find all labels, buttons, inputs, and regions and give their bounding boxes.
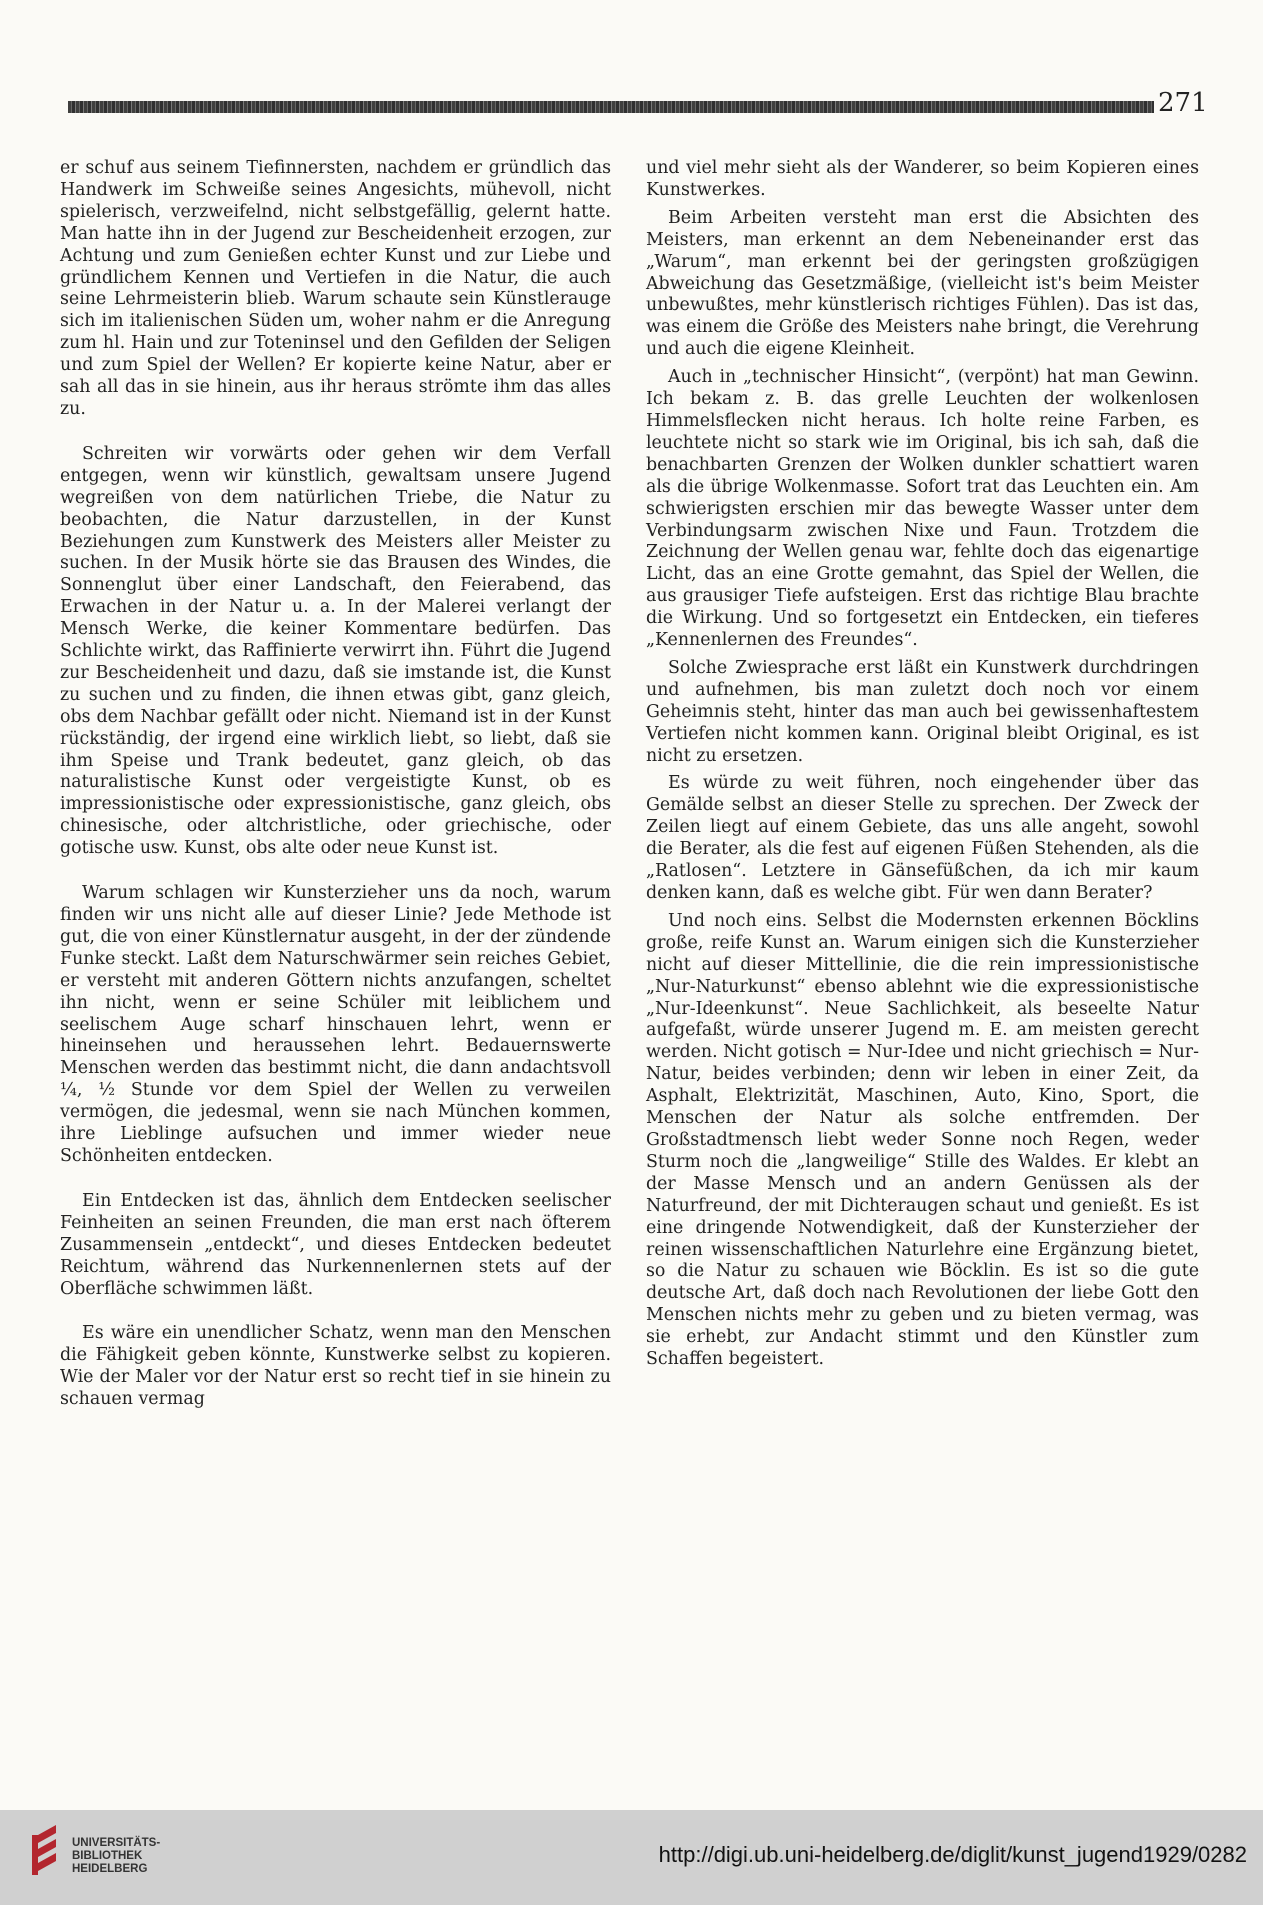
paragraph: Schreiten wir vorwärts oder gehen wir dem Verfall entgegen, wenn wir künstlich, gewaltsam unsere Jugend wegreißen von dem natürlichen Triebe, die Natur zu beobachten, die Natur darzustellen, in der Kunst Beziehungen zum Kunstwerk des Meisters aller Meister zu suchen. In der Musik hörte sie das Brausen des Windes, die Sonnenglut über einer Landschaft, den Feierabend, das Erwachen in der Natur u. a. In der Malerei verlangt der Mensch Werke, die keiner Kommentare bedürfen. Das Schlichte wirkt, das Raffinierte verwirrt ihn. Führt die Jugend zur Bescheidenheit und dazu, daß sie imstande ist, die Kunst zu suchen und zu finden, die ihnen etwas gibt, ganz gleich, obs dem Nachbar gefällt oder nicht. Niemand ist in der Kunst rückständig, der irgend eine wirklich liebt, so liebt, daß sie ihm Speise und Trank bedeutet, ganz gleich, ob das naturalistische Kunst oder vergeistigte Kunst, ob es impressionistische oder expressionistische, ganz gleich, obs chinesische, oder altchristliche, oder griechische, oder gotische usw. Kunst, obs alte oder neue Kunst ist. xyxy=(60,443,611,859)
paragraph: Warum schlagen wir Kunsterzieher uns da noch, warum finden wir uns nicht alle auf dieser Linie? Jede Methode ist gut, die von einer Künstlernatur ausgeht, in der der zündende Funke steckt. Laßt dem Naturschwärmer sein reiches Gebiet, er versteht mit anderen Göttern nichts anzufangen, scheltet ihn nicht, wenn er seine Schüler mit leiblichem und seelischem Auge scharf hinschauen lehrt, wenn er hineinsehen und heraussehen lehrt. Bedauernswerte Menschen werden das bestimmt nicht, die dann andachtsvoll ¼, ½ Stunde vor dem Spiel der Wellen zu verweilen vermögen, die jedesmal, wenn sie nach München kommen, ihre Lieblinge aufsuchen und immer wieder neue Schönheiten entdecken. xyxy=(60,883,611,1166)
paragraph: Und noch eins. Selbst die Modernsten erkennen Böcklins große, reife Kunst an. Warum einigen sich die Kunsterzieher nicht auf dieser Mittellinie, die die rein impressionistische „Nur-Naturkunst“ ebenso ablehnt wie die expressionistische „Nur-Ideenkunst“. Neue Sachlichkeit, als beseelte Natur aufgefaßt, würde unserer Jugend m. E. am meisten gerecht werden. Nicht gotisch = Nur-Idee und nicht griechisch = Nur-Natur, beides verbinden; denn wir leben in einer Zeit, da Asphalt, Elektrizität, Maschinen, Auto, Kino, Sport, die Menschen der Natur als solche entfremden. Der Großstadtmensch liebt weder Sonne noch Regen, weder Sturm noch die „langweilige“ Stille des Waldes. Er klebt an der Masse Mensch und an andern Genüssen als der Naturfreund, der mit Dichteraugen schaut und genießt. Es ist eine dringende Notwendigkeit, daß der Kunsterzieher der reinen wissenschaftlichen Naturlehre eine Ergänzung bietet, so die Natur zu schauen wie Böcklin. Es ist so die gute deutsche Art, daß doch nach Revolutionen der liebe Gott den Menschen nichts mehr zu geben und zu bieten vermag, was sie erhebt, zur Andacht stimmt und den Künstler zum Schaffen begeistert. xyxy=(646,910,1199,1370)
paragraph: und viel mehr sieht als der Wanderer, so beim Kopieren eines Kunstwerkes. xyxy=(646,158,1199,200)
left-column xyxy=(60,158,611,1411)
header-rule xyxy=(68,101,1154,113)
paragraph: er schuf aus seinem Tiefinnersten, nachdem er gründlich das Handwerk im Schweiße seines Angesichts, mühevoll, nicht spielerisch, verzweifelnd, nicht selbstgefällig, gelernt hatte. Man hatte ihn in der Jugend zur Bescheidenheit erzogen, zur Achtung und zum Genießen echter Kunst und zur Liebe und gründlichem Kennen und Vertiefen in die Natur, die auch seine Lehrmeisterin blieb. Warum schaute sein Künstlerauge sich im italienischen Süden um, woher nahm er die Anregung zum hl. Hain und zur Toteninsel und den Gefilden der Seligen und zum Spiel der Wellen? Er kopierte keine Natur, aber er sah all das in sie hinein, aus ihr heraus strömte ihm das alles zu. xyxy=(60,158,611,419)
paragraph: Es wäre ein unendlicher Schatz, wenn man den Menschen die Fähigkeit geben könnte, Kunstwerke selbst zu kopieren. Wie der Maler vor der Natur erst so recht tief in sie hinein zu schauen vermag xyxy=(60,1323,611,1410)
library-name-line: BIBLIOTHEK xyxy=(72,1850,143,1862)
library-name-line: HEIDELBERG xyxy=(72,1863,148,1875)
library-logo-icon[interactable] xyxy=(30,1825,60,1880)
paragraph: Solche Zwiesprache erst läßt ein Kunstwerk durchdringen und aufnehmen, bis man zuletzt doch noch vor einem Geheimnis steht, hinter das man auch bei gewissenhaftestem Vertiefen nicht kommen kann. Original bleibt Original, es ist nicht zu ersetzen. xyxy=(646,657,1199,766)
right-column xyxy=(646,158,1199,1371)
paragraph: Beim Arbeiten versteht man erst die Absichten des Meisters, man erkennt an dem Nebeneinander erst das „Warum“, man erkennt bei der geringsten großzügigen Abweichung das Gesetzmäßige, (vielleicht ist's beim Meister unbewußtes, mehr künstlerisch richtiges Fühlen). Das ist das, was einem die Größe des Meisters nahe bringt, die Verehrung und auch die eigene Kleinheit. xyxy=(646,207,1199,360)
paragraph: Auch in „technischer Hinsicht“, (verpönt) hat man Gewinn. Ich bekam z. B. das grelle Leuchten der wolkenlosen Himmelsflecken nicht heraus. Ich holte reine Farben, es leuchtete nicht so stark wie im Original, bis ich sah, daß die benachbarten Grenzen der Wolken dunkler schattiert waren als die übrige Wolkenmasse. Sofort trat das Leuchten ein. Am schwierigsten erschien mir das bewegte Wasser unter dem Verbindungsarm zwischen Nixe und Faun. Trotzdem die Zeichnung der Wellen genau war, fehlte doch das eigenartige Licht, das an eine Grotte gemahnt, das Spiel der Wellen, die aus grausiger Tiefe aufsteigen. Erst das richtige Blau brachte die Wirkung. Und so fortgesetzt ein Entdecken, ein tieferes „Kennenlernen des Freundes“. xyxy=(646,367,1199,651)
library-name-line: UNIVERSITÄTS- xyxy=(72,1837,161,1849)
page-number: 271 xyxy=(1158,88,1208,118)
paragraph: Es würde zu weit führen, noch eingehender über das Gemälde selbst an dieser Stelle zu sprechen. Der Zweck der Zeilen liegt auf einem Gebiete, das uns alle angeht, sowohl die Berater, als die fest auf eigenen Füßen Stehenden, als die „Ratlosen“. Letztere in Gänsefüßchen, da ich mir kaum denken kann, daß es welche gibt. Für wen dann Berater? xyxy=(646,773,1199,903)
paragraph: Ein Entdecken ist das, ähnlich dem Entdecken seelischer Feinheiten an seinen Freunden, die man erst nach öfterem Zusammensein „entdeckt“, und dieses Entdecken bedeutet Reichtum, während das Nurkennenlernen stets auf der Oberfläche schwimmen läßt. xyxy=(60,1190,611,1299)
library-name[interactable] xyxy=(72,1837,160,1876)
source-url-link[interactable]: http://digi.ub.uni-heidelberg.de/diglit/kunst_jugend1929/0282 xyxy=(658,1842,1247,1867)
